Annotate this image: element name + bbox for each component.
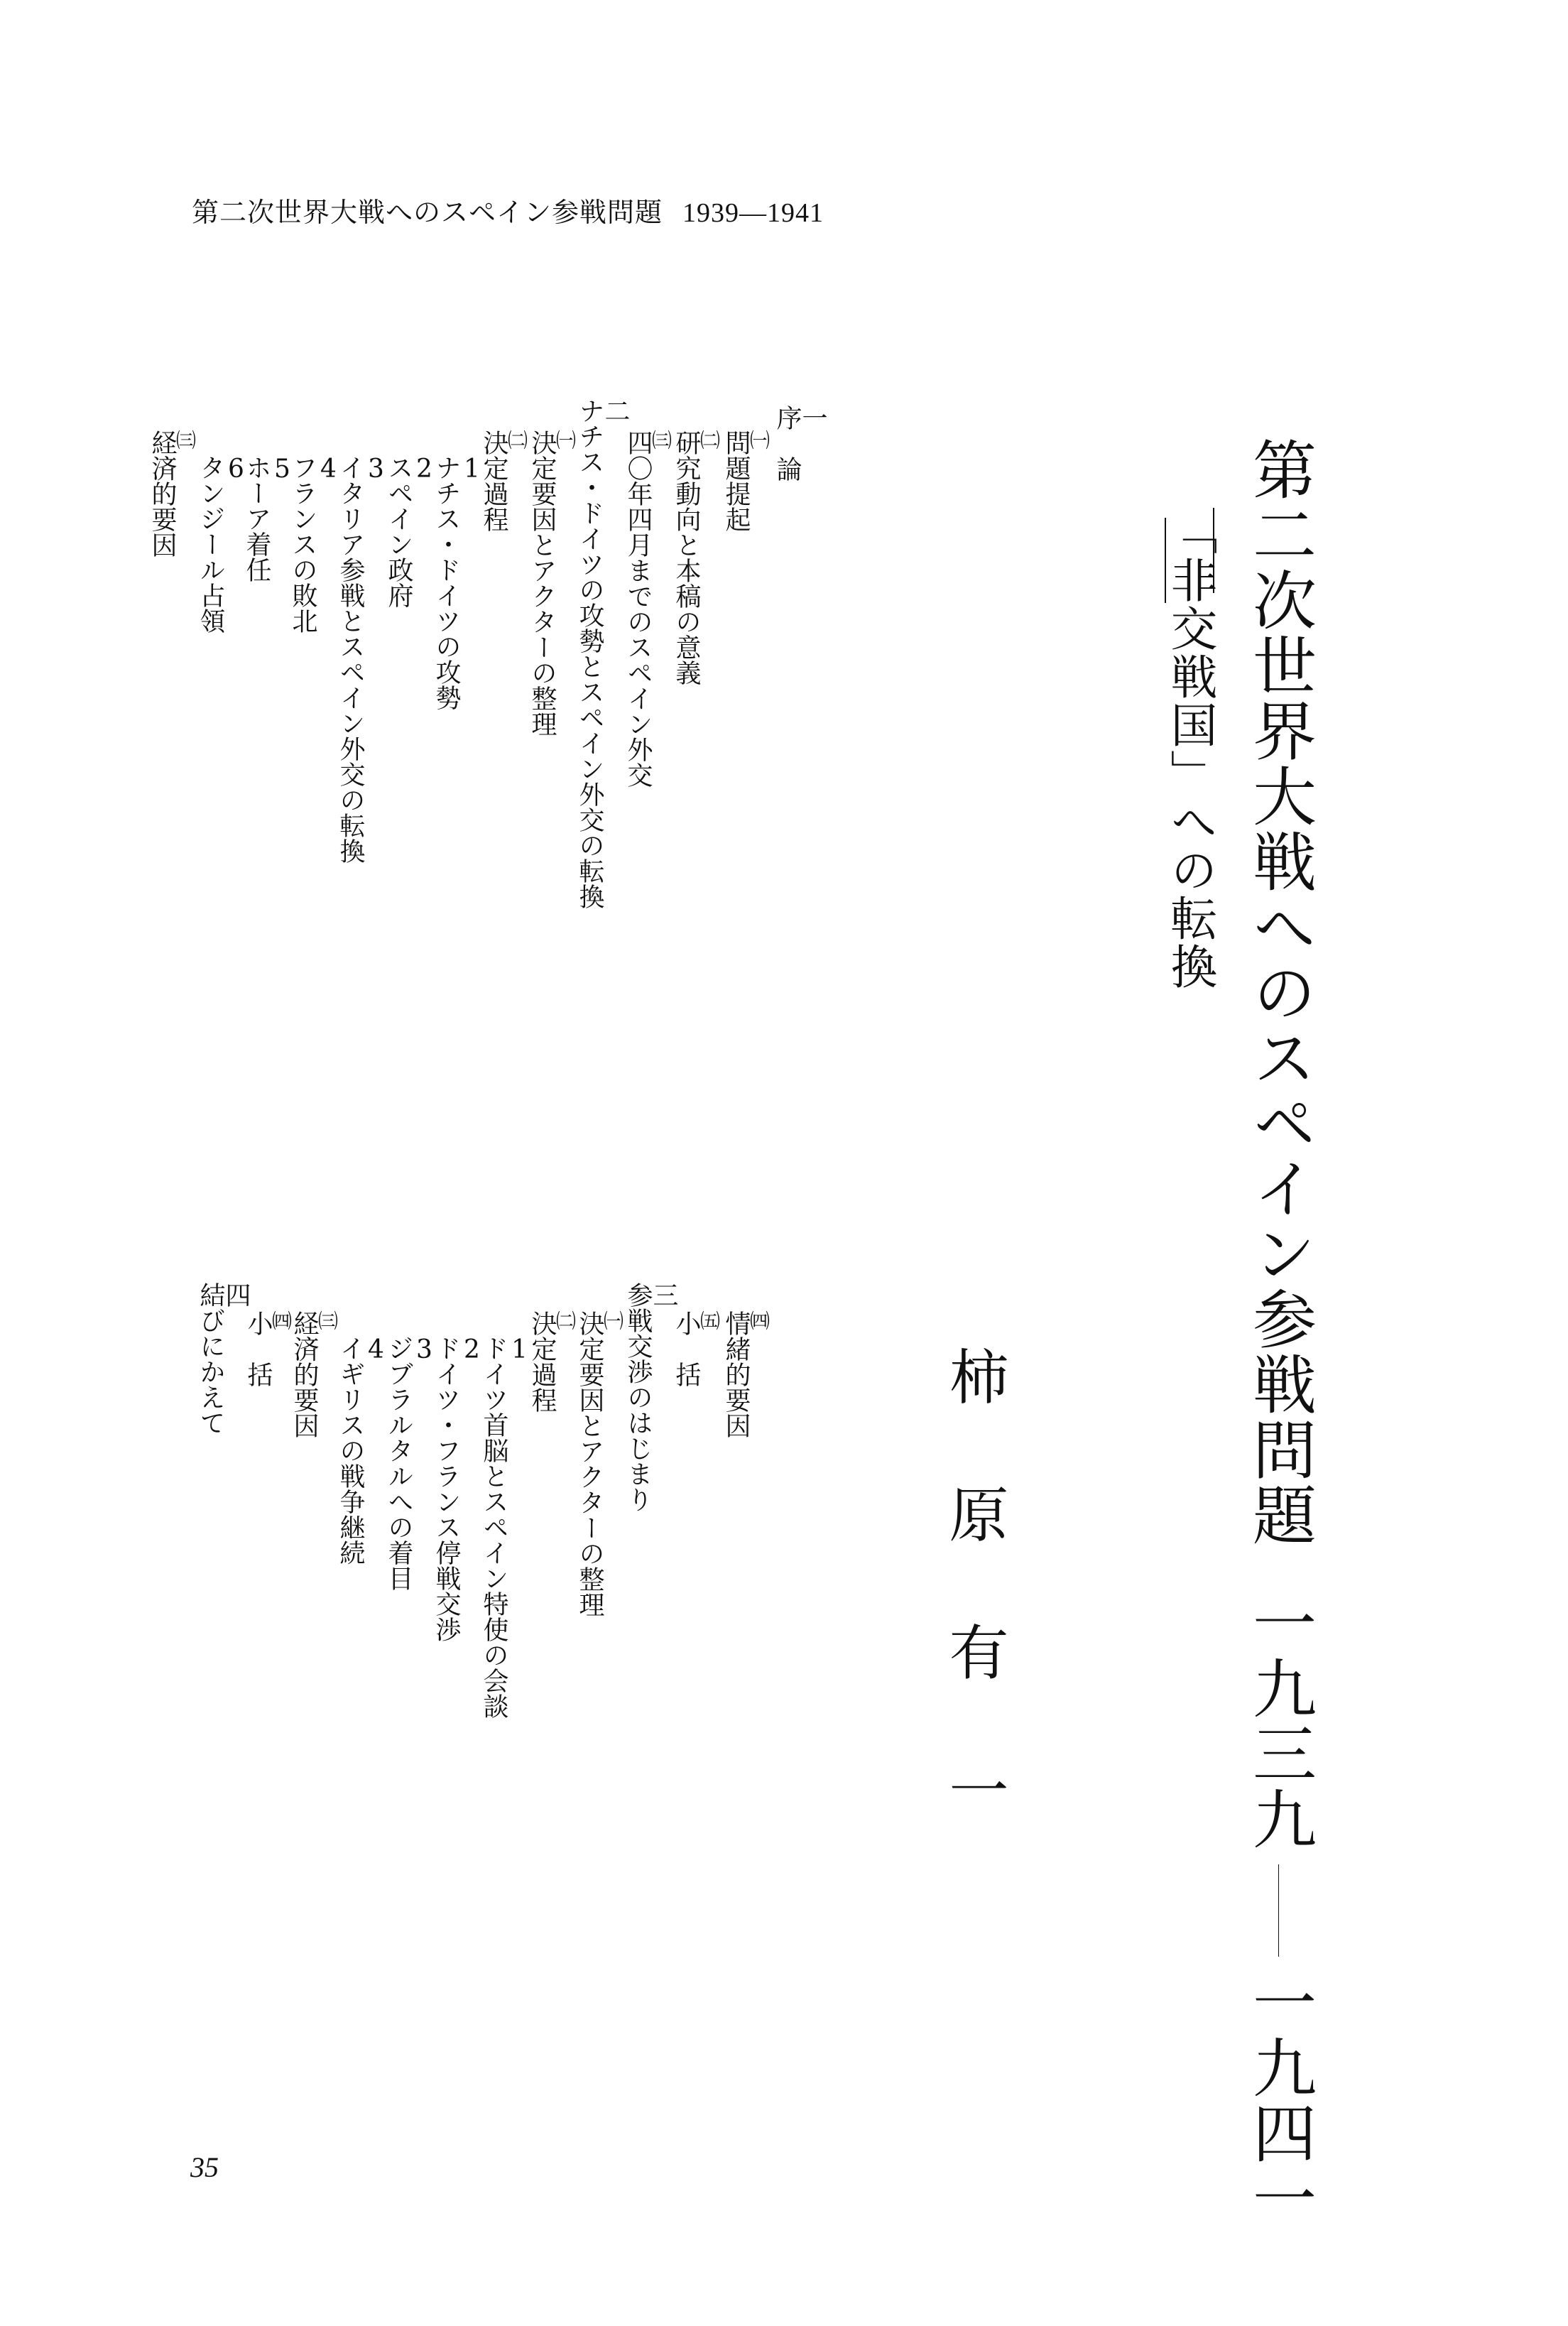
toc-entry-text: フランスの敗北 (288, 455, 317, 634)
toc-entry-number: 3 (410, 1335, 439, 1364)
article-title (1241, 437, 1316, 2231)
toc-entry (774, 405, 825, 482)
toc-entry-number: ㈣ (747, 1310, 771, 1330)
toc-entry-text: 序 論 (773, 405, 802, 482)
toc-entry (529, 430, 575, 737)
toc-entry-text: 情緒的要因 (722, 1310, 751, 1438)
toc-entry (386, 1335, 437, 1591)
toc-entry (722, 1310, 771, 1438)
toc-entry-text: 経済的要因 (290, 1310, 319, 1438)
toc-entry-text: ドイツ・フランス停戦交渉 (432, 1335, 461, 1642)
toc-entry-number: ㈢ (649, 430, 673, 450)
toc-entry-text: 決定要因とアクターの整理 (528, 430, 557, 737)
toc-entry-number: 4 (361, 1335, 391, 1364)
toc-entry-number: ㈢ (315, 1310, 339, 1330)
toc-entry-number: 1 (505, 1335, 534, 1364)
title-years-start: 一九三九 (1241, 1590, 1316, 1852)
toc-entry-text: ナチス・ドイツの攻勢とスペイン外交の転換 (575, 398, 604, 909)
page-number: 35 (190, 2151, 219, 2183)
toc-entry (673, 1310, 719, 1387)
toc-entry (386, 455, 437, 608)
article-title-text: 第二次世界大戦へのスペイン参戦問題 (1241, 437, 1316, 1548)
toc-entry (577, 1310, 622, 1617)
toc-entry-text: 問題提起 (722, 430, 751, 532)
toc-entry-text: ジブラルタルへの着目 (384, 1335, 413, 1591)
toc-entry-number: ㈠ (553, 430, 577, 450)
toc-entry-text: 四〇年四月までのスペイン外交 (624, 430, 653, 788)
toc-entry-text: ナチス・ドイツの攻勢 (432, 455, 461, 710)
toc-entry-text: タンジール占領 (196, 455, 225, 634)
toc-entry-number: ㈠ (747, 430, 771, 450)
toc-entry-number: 1 (457, 455, 486, 484)
toc-entry-text: ホーア着任 (242, 455, 271, 582)
toc-entry-text: 小 括 (672, 1310, 701, 1387)
running-header (192, 190, 824, 229)
toc-entry-number: 2 (410, 455, 439, 484)
toc-entry (722, 430, 771, 532)
toc-entry-number: ㈣ (269, 1310, 293, 1330)
toc-entry (529, 1310, 575, 1413)
toc-entry-number: ㈡ (505, 430, 528, 450)
toc-entry-text: 研究動向と本稿の意義 (672, 430, 701, 685)
toc-entry-text: 決定過程 (528, 1310, 557, 1413)
toc-entry-text: 決定要因とアクターの整理 (575, 1310, 604, 1617)
toc-entry (290, 455, 341, 634)
toc-entry (481, 1335, 532, 1719)
toc-entry-text: 小 括 (244, 1310, 273, 1387)
toc-entry-number: ㈠ (601, 1310, 624, 1330)
toc-entry-number: 5 (268, 455, 297, 484)
toc-entry (481, 430, 526, 532)
toc-entry (433, 1335, 484, 1642)
toc-entry-number: 6 (222, 455, 251, 484)
toc-entry-text: イギリスの戦争継続 (336, 1335, 365, 1565)
toc-entry-number: ㈡ (697, 430, 721, 450)
toc-entry-number: ㈡ (553, 1310, 577, 1330)
toc-entry-number: 四 (222, 1282, 251, 1308)
article-subtitle: 「非交戦国」への転換 (1163, 508, 1217, 991)
toc-entry (244, 455, 295, 582)
toc-entry-number: 2 (457, 1335, 486, 1364)
toc-entry-number: 4 (314, 455, 343, 484)
toc-entry (625, 1282, 676, 1512)
toc-entry (197, 1282, 249, 1435)
toc-entry (149, 430, 195, 558)
toc-entry (336, 455, 391, 864)
toc-entry-text: 決定過程 (479, 430, 508, 532)
toc-entry (673, 430, 719, 685)
toc-entry-number: ㈢ (173, 430, 197, 450)
title-years-dash (1278, 1864, 1279, 1957)
toc-entry (244, 1310, 293, 1387)
toc-entry (336, 1335, 391, 1565)
author-name: 柿原有一 (940, 1346, 1009, 1897)
toc-entry-number: 三 (649, 1282, 678, 1308)
toc-entry-number: 3 (361, 455, 391, 484)
toc-entry-text: 結びにかえて (196, 1282, 225, 1435)
toc-entry-text: イタリア参戦とスペイン外交の転換 (336, 455, 365, 864)
toc-entry (433, 455, 484, 710)
toc-entry-text: ドイツ首脳とスペイン特使の会談 (479, 1335, 508, 1719)
toc-entry-number: 一 (798, 405, 827, 430)
toc-entry-number: 二 (601, 398, 630, 423)
toc-entry (291, 1310, 337, 1438)
title-years-end: 一九四一 (1241, 1969, 1316, 2231)
toc-entry (624, 430, 673, 788)
running-header-years: 1939—1941 (682, 198, 824, 228)
running-header-title: 第二次世界大戦へのスペイン参戦問題 (192, 197, 663, 228)
toc-entry-text: 経済的要因 (148, 430, 177, 558)
toc-entry-number: ㈤ (697, 1310, 721, 1330)
toc-entry (577, 398, 628, 909)
toc-entry-text: スペイン政府 (384, 455, 413, 608)
toc-entry-text: 参戦交渉のはじまり (624, 1282, 653, 1512)
toc-entry (197, 455, 249, 634)
